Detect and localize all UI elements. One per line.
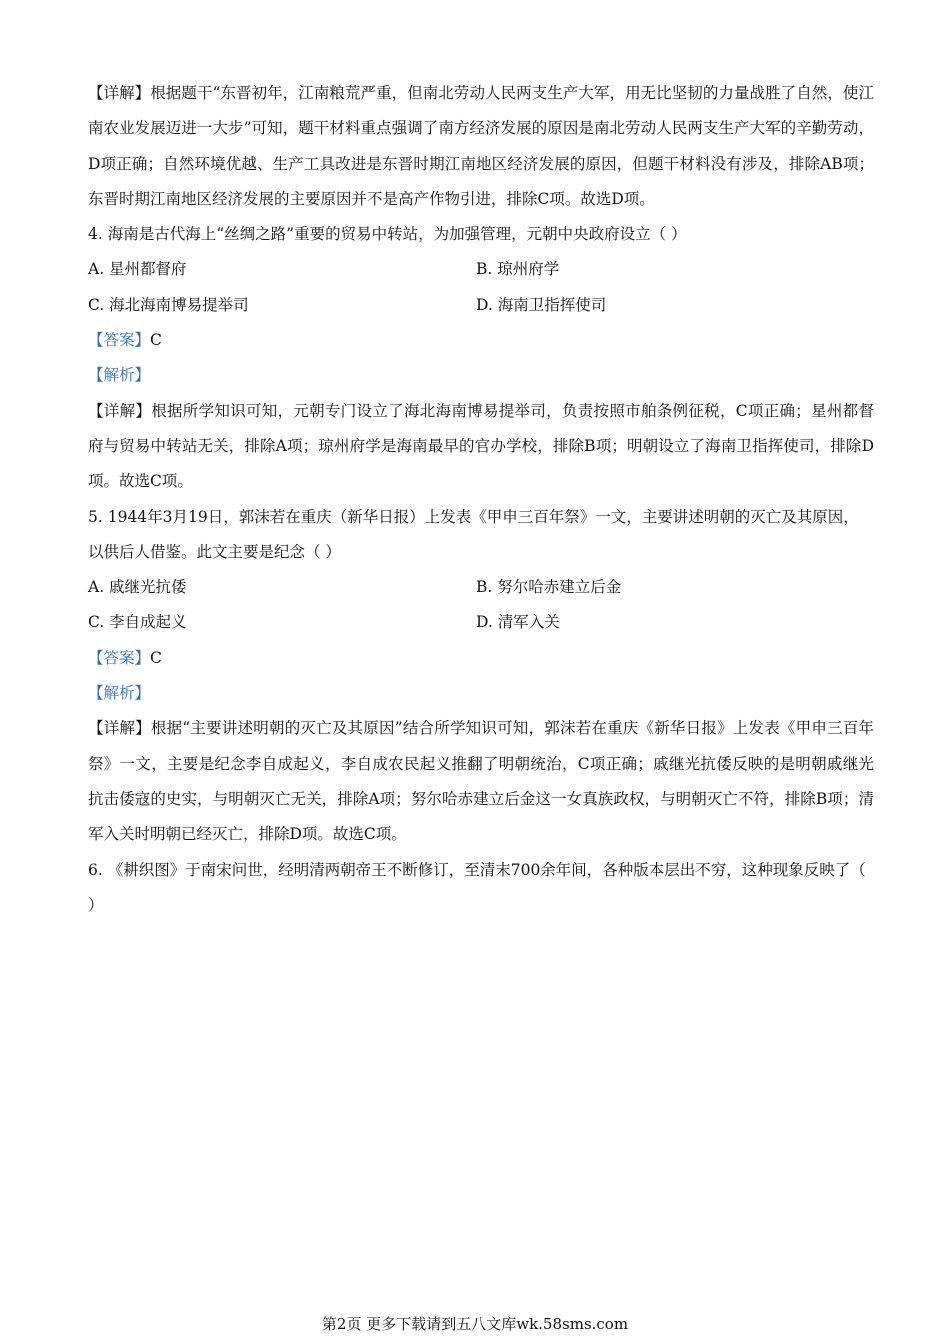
q5-option-b: B. 努尔哈赤建立后金	[476, 578, 622, 597]
q5-detail	[88, 711, 874, 852]
answer-value: C	[150, 648, 162, 667]
q4-option-c: C. 海北海南博易提举司	[88, 295, 249, 314]
q5-analysis	[88, 676, 874, 711]
q4-options-row-1	[88, 252, 874, 287]
q4-option-d: D. 海南卫指挥使司	[476, 295, 607, 314]
detail-text: 根据所学知识可知，元朝专门设立了海北海南博易提举司，负责按照市舶条例征税，C项正确；星州都督府与贸易中转站无关，排除A项；琼州府学是海南最早的官办学校，排除B项；明朝设立了海南卫指挥使司，排除D项。故选C项。	[88, 401, 874, 491]
answer-tag: 【答案】	[88, 331, 151, 350]
q4-stem: 4. 海南是古代海上“丝绸之路”重要的贸易中转站，为加强管理，元朝中央政府设立（ ）	[88, 225, 687, 244]
q6-stem: 6. 《耕织图》于南宋问世，经明清两朝帝王不断修订，至清末700余年间，各种版本层出不穷，这种现象反映了（ ）	[88, 860, 866, 914]
q5-answer	[88, 641, 874, 676]
q5-options-row-1	[88, 570, 874, 605]
q4-option-a: A. 星州都督府	[88, 260, 187, 279]
detail-text: 根据“主要讲述明朝的灭亡及其原因”结合所学知识可知，郭沫若在重庆《新华日报》上发表《甲申三百年祭》一文，主要是纪念李自成起义，李自成农民起义推翻了明朝统治，C项正确；戚继光抗倭反映的是明朝戚继光抗击倭寇的史实，与明朝灭亡无关，排除A项；努尔哈赤建立后金这一女真族政权，与明朝灭亡不符，排除B项；清军入关时明朝已经灭亡，排除D项。故选C项。	[88, 719, 874, 844]
detail-tag: 【详解】	[88, 84, 151, 102]
detail-tag: 【详解】	[88, 719, 151, 738]
answer-tag: 【答案】	[88, 648, 151, 667]
q4-options-row-2	[88, 288, 874, 323]
q5-option-d: D. 清军入关	[476, 613, 560, 632]
q5-stem: 5. 1944年3月19日，郭沫若在重庆（新华日报）上发表《甲申三百年祭》一文，主要讲述明朝的灭亡及其原因，以供后人借鉴。此文主要是纪念（ ）	[88, 507, 859, 561]
q5-option-c: C. 李自成起义	[88, 613, 187, 632]
q4-analysis	[88, 358, 874, 393]
q4-detail	[88, 394, 874, 500]
q4-answer	[88, 323, 874, 358]
q3-detail	[88, 76, 874, 217]
detail-text: 根据题干“东晋初年，江南粮荒严重，但南北劳动人民两支生产大军，用无比坚韧的力量战胜了自然，使江南农业发展迈进一大步”可知，题干材料重点强调了南方经济发展的原因是南北劳动人民两支生产大军的辛勤劳动，D项正确；自然环境优越、生产工具改进是东晋时期江南地区经济发展的原因，但题干材料没有涉及，排除AB项；东晋时期江南地区经济发展的主要原因并不是高产作物引进，排除C项。故选D项。	[88, 84, 874, 208]
page-content	[88, 76, 874, 923]
analysis-tag: 【解析】	[88, 684, 151, 703]
answer-value: C	[150, 331, 162, 350]
q5-options-row-2	[88, 605, 874, 640]
q5-option-a: A. 戚继光抗倭	[88, 578, 187, 597]
analysis-tag: 【解析】	[88, 366, 151, 385]
q4-option-b: B. 琼州府学	[476, 260, 560, 279]
detail-tag: 【详解】	[88, 401, 152, 420]
page-footer: 第2页 更多下载请到五八文库wk.58sms.com	[321, 1315, 629, 1333]
